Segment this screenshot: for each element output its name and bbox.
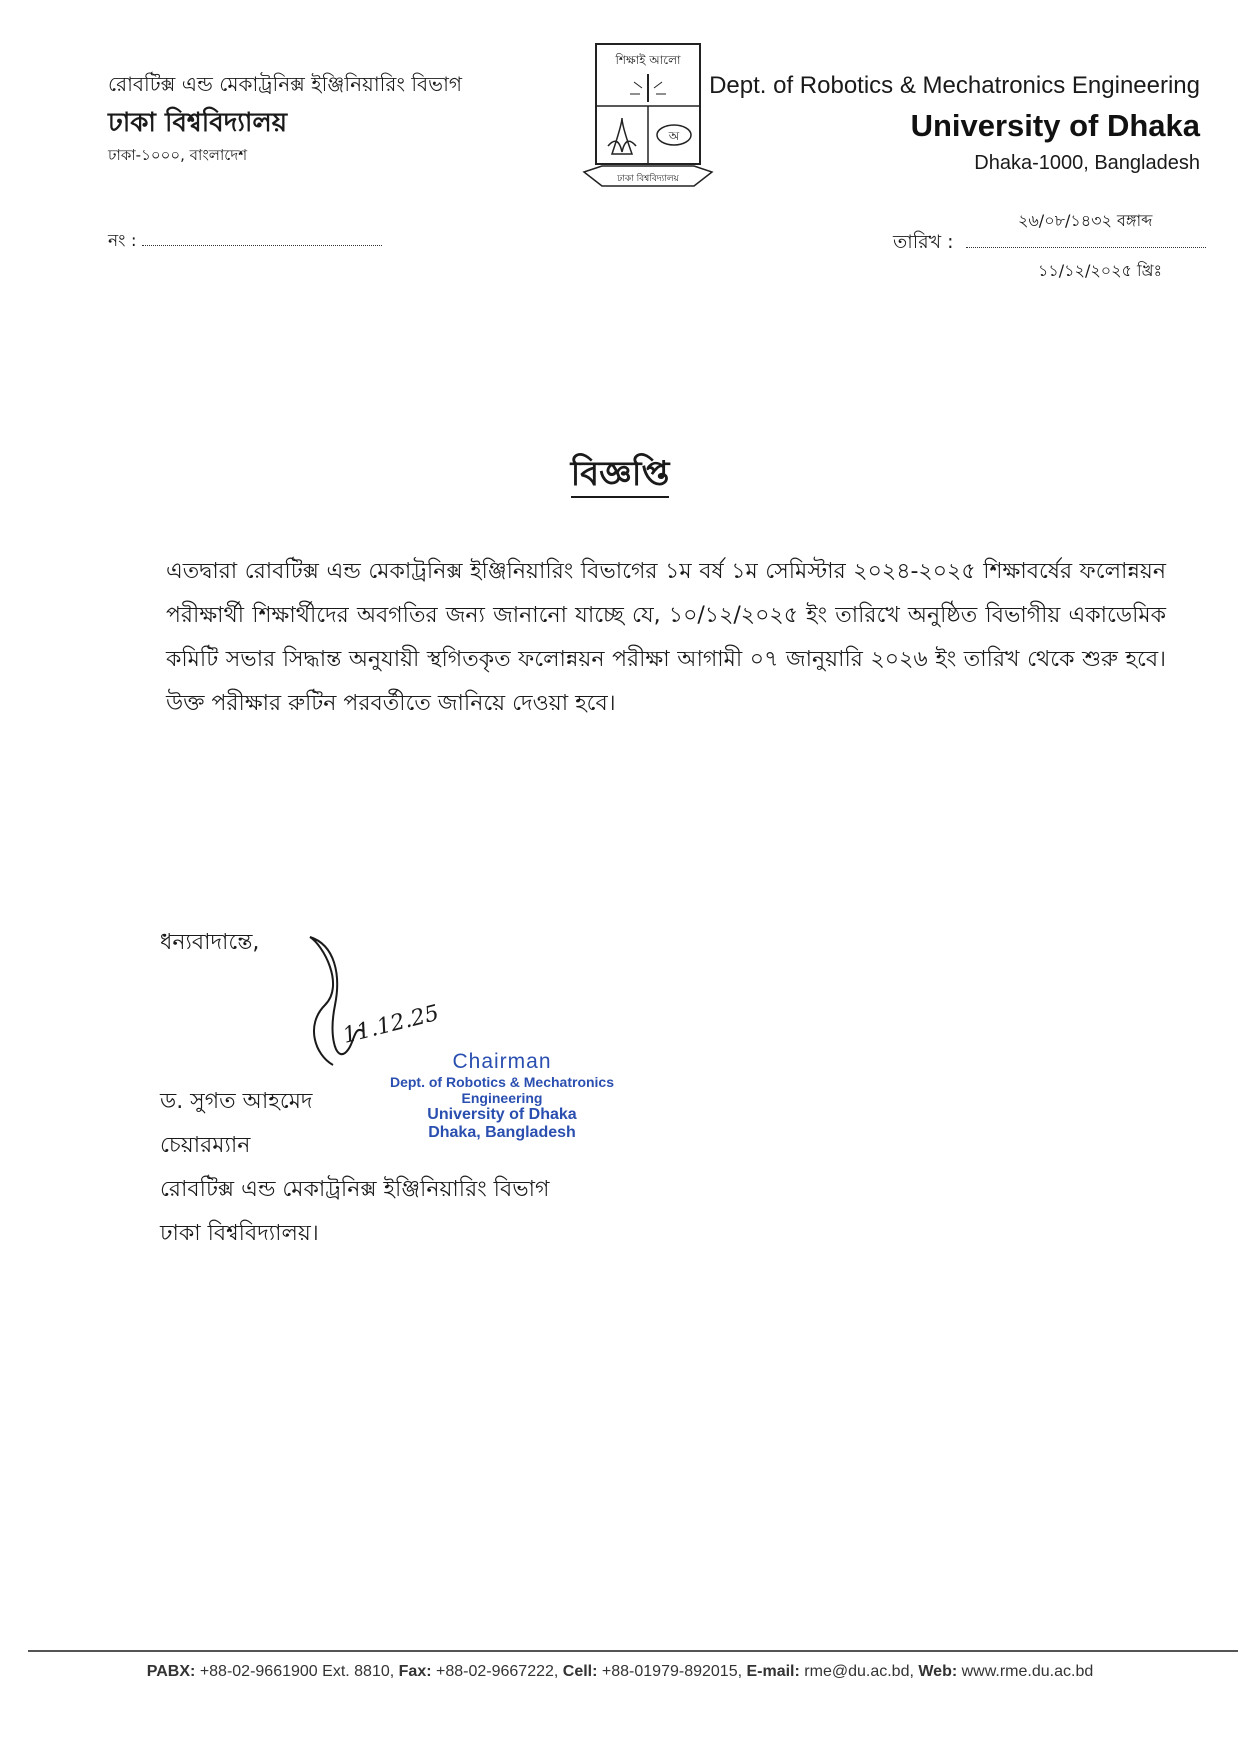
footer-fax: +88-02-9667222, [436,1663,559,1680]
closing-text: ধন্যবাদান্তে, [160,930,260,955]
logo-motto-text: শিক্ষাই আলো [615,53,681,67]
header-en-address: Dhaka-1000, Bangladesh [974,152,1200,174]
chairman-stamp [362,1050,642,1142]
signatory-department: রোবটিক্স এন্ড মেকাট্রনিক্স ইঞ্জিনিয়ারিং বিভাগ [160,1177,550,1202]
footer-cell-label: Cell: [562,1663,598,1680]
date-gregorian: ১১/১২/২০২৫ খ্রিঃ [1038,261,1163,280]
notice-title [0,448,1240,505]
university-logo [582,34,714,198]
header-bn-address: ঢাকা-১০০০, বাংলাদেশ [108,146,248,164]
footer-pabx: +88-02-9661900 Ext. 8810, [199,1663,395,1680]
header-bn-university: ঢাকা বিশ্ববিদ্যালয় [108,108,288,138]
logo-banner-text: ঢাকা বিশ্ববিদ্যালয় [617,174,679,184]
footer-email: rme@du.ac.bd, [804,1663,914,1680]
footer-fax-label: Fax: [398,1663,432,1680]
footer-contact [0,1663,1240,1681]
stamp-line-chairman: Chairman [452,1050,552,1073]
logo-center-glyph: অ [668,129,680,143]
footer-email-label: E-mail: [746,1663,800,1680]
stamp-line-university: University of Dhaka [427,1106,577,1123]
memo-number-blank [142,231,382,246]
footer-web: www.rme.du.ac.bd [961,1663,1094,1680]
footer-pabx-label: PABX: [146,1663,196,1680]
signatory-name: ড. সুগত আহমেদ [160,1089,313,1114]
header-bn-department: রোবটিক্স এন্ড মেকাট্রনিক্স ইঞ্জিনিয়ারিং বিভাগ [108,72,462,96]
stamp-line-dept: Dept. of Robotics & Mechatronics Engineering [389,1074,615,1106]
footer-web-label: Web: [918,1663,958,1680]
memo-label: নং : [108,231,137,251]
notice-title-text: বিজ্ঞপ্তি [571,454,670,498]
university-logo-icon [582,34,714,194]
footer-divider [28,1650,1238,1652]
stamp-line-city: Dhaka, Bangladesh [428,1124,576,1141]
date-dotted-line [966,247,1206,248]
footer-cell: +88-01979-892015, [601,1663,743,1680]
signature-date-text: 11.12.25 [340,1000,442,1049]
date-bangla: ২৬/০৮/১৪৩২ বঙ্গাব্দ [1018,211,1153,230]
memo-number [108,228,382,256]
notice-body: এতদ্বারা রোবটিক্স এন্ড মেকাট্রনিক্স ইঞ্জিনিয়ারিং বিভাগের ১ম বর্ষ ১ম সেমিস্টার ২০২৪-২০২৫ শিক্ষাবর্ষের ফলোন্নয়ন পরীক্ষার্থী শিক্ষার্থীদের অবগতির জন্য জানানো যাচ্ছে যে, ১০/১২/২০২৫ ইং তারিখে অনুষ্ঠিত বিভাগীয় একাডেমিক কমিটি সভার সিদ্ধান্ত অনুযায়ী স্থগিতকৃত ফলোন্নয়ন পরীক্ষা আগামী ০৭ জানুয়ারি ২০২৬ ইং তারিখ থেকে শুরু হবে। উক্ত পরীক্ষার রুটিন পরবর্তীতে জানিয়ে দেওয়া হবে। [166,559,1166,716]
signatory-title: চেয়ারম্যান [160,1133,251,1158]
header-en-department: Dept. of Robotics & Mechatronics Engineering [709,72,1200,99]
signatory-university: ঢাকা বিশ্ববিদ্যালয়। [160,1221,319,1246]
header-en-university: University of Dhaka [910,108,1200,143]
date-label: তারিখ : [893,231,954,253]
